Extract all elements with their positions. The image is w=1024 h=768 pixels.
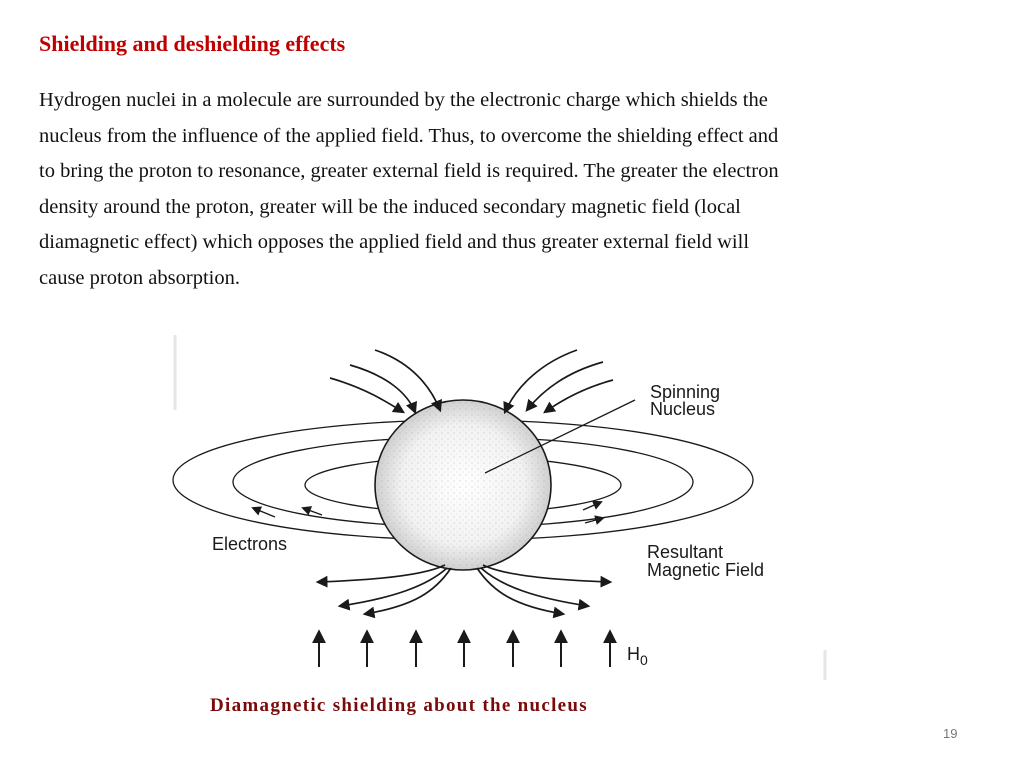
nucleus-stipple (377, 402, 549, 568)
body-paragraph (39, 83, 999, 297)
paragraph-line: cause proton absorption. (39, 266, 240, 289)
paragraph-line: density around the proton, greater will be the induced secondary magnetic field (local (39, 195, 741, 218)
diamagnetic-shielding-diagram (165, 330, 835, 682)
induced-field-lines-bottom (318, 565, 610, 614)
diagram-svg (165, 330, 835, 682)
label-resultant: Resultant (647, 542, 724, 562)
paragraph-line: diamagnetic effect) which opposes the applied field and thus greater external field will (39, 231, 750, 254)
applied-field-arrows (319, 632, 610, 667)
page-number: 19 (943, 726, 958, 741)
paragraph-line: nucleus from the influence of the applied field. Thus, to overcome the shielding effect and (39, 124, 779, 147)
label-spinning: Spinning (650, 382, 721, 402)
label-applied-field: $H_0$ (627, 644, 648, 668)
figure-caption: Diamagnetic shielding about the nucleus (210, 695, 588, 716)
label-electrons: Electrons (212, 534, 288, 554)
slide-title: Shielding and deshielding effects (39, 31, 346, 56)
label-nucleus: Nucleus (650, 399, 716, 419)
label-magnetic-field: Magnetic Field (647, 560, 765, 580)
paragraph-line: Hydrogen nuclei in a molecule are surrounded by the electronic charge which shields the (39, 89, 768, 111)
paragraph-line: to bring the proton to resonance, greater external field is required. The greater the electron (39, 160, 779, 183)
